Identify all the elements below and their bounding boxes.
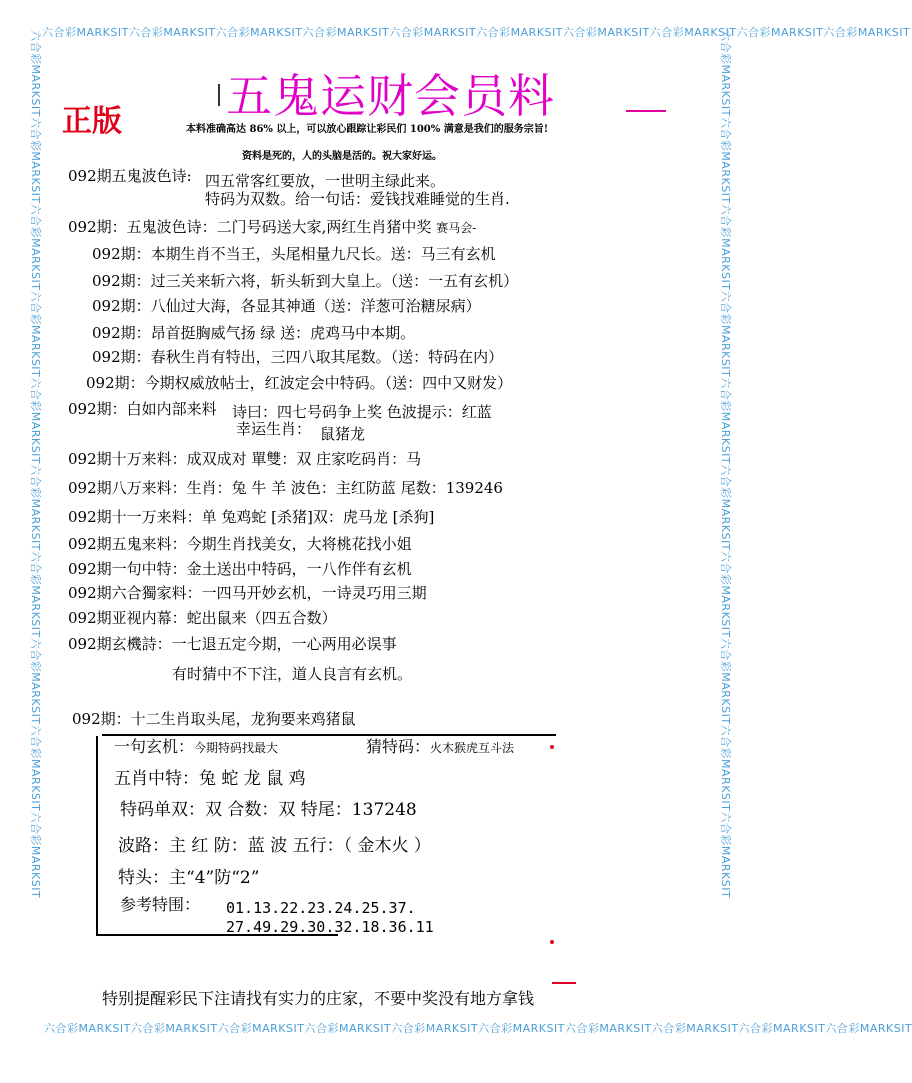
box-riddle-value: 今期特码找最大 — [194, 741, 279, 755]
box-riddle — [114, 738, 278, 757]
entry-1-hint: 特码为双数。给一句话：爱钱找难睡觉的生肖. — [205, 190, 510, 208]
entry-1-label: 092期五鬼波色诗: — [68, 167, 192, 185]
entry-19: 092期：十二生肖取头尾，龙狗要来鸡猪鼠 — [72, 710, 356, 728]
entry-1-poem: 四五常客红要放，一世明主绿此来。 — [205, 172, 446, 190]
red-dot-bottom — [550, 940, 554, 944]
entry-4: 092期：过三关来斩六将，斩头斩到大皇上。（送：一五有玄机） — [92, 272, 519, 290]
box-odd-even: 特码单双：双 合数：双 特尾：137248 — [120, 800, 417, 820]
entry-10: 092期十万来料：成双成对 單雙：双 庄家吃码肖：马 — [68, 450, 422, 468]
header-subtitle-1: 本料准确高达 86% 以上，可以放心跟踪让彩民们 100% 满意是我们的服务宗旨! — [186, 124, 549, 135]
footer-notice: 特别提醒彩民下注请找有实力的庄家，不要中奖没有地方拿钱 — [102, 989, 535, 1008]
box-left-border — [96, 736, 98, 936]
entry-9-poem: 诗曰：四七号码争上奖 色波提示：红蓝 — [232, 403, 492, 421]
genuine-badge: 正版 — [62, 104, 122, 139]
entry-9-label: 092期：白如内部来料 — [68, 400, 217, 418]
entry-2-tag: 赛马会- — [436, 221, 477, 235]
box-guess — [366, 738, 514, 757]
entry-8: 092期：今期权威放帖士，红波定会中特码。（送：四中又财发） — [86, 374, 513, 392]
entry-2 — [68, 218, 476, 237]
entry-2-text: 092期：五鬼波色诗：二门号码送大家,两红生肖猪中奖 — [68, 218, 432, 236]
box-wave-path: 波路：主 红 防：蓝 波 五行：（ 金木火 ） — [118, 836, 431, 856]
watermark-bottom: 六合彩MARKSIT六合彩MARKSIT六合彩MARKSIT六合彩MARKSIT六合彩MARKSIT六合彩MARKSIT六合彩MARKSIT六合彩MARKSIT六合彩MARKSIT六合彩MARKSIT — [44, 1022, 912, 1035]
entry-7: 092期：春秋生肖有特出，三四八取其尾数。（送：特码在内） — [92, 348, 504, 366]
watermark-left: 六合彩MARKSIT六合彩MARKSIT六合彩MARKSIT六合彩MARKSIT六合彩MARKSIT六合彩MARKSIT六合彩MARKSIT六合彩MARKSIT六合彩MARKSIT六合彩MARKSIT — [29, 30, 42, 899]
title-bar — [218, 84, 220, 106]
entry-15: 092期六合獨家料：一四马开妙玄机，一诗灵巧用三期 — [68, 584, 427, 602]
box-reference-numbers-1: 01.13.22.23.24.25.37. — [226, 899, 416, 917]
box-guess-label: 猜特码： — [366, 737, 431, 756]
watermark-top: 六合彩MARKSIT六合彩MARKSIT六合彩MARKSIT六合彩MARKSIT六合彩MARKSIT六合彩MARKSIT六合彩MARKSIT六合彩MARKSIT六合彩MARKSIT六合彩MARKSIT — [42, 26, 911, 39]
box-riddle-label: 一句玄机： — [114, 737, 195, 756]
page-title: 五鬼运财会员料 — [226, 69, 555, 123]
entry-9-lucky-label: 幸运生肖： — [236, 420, 312, 438]
watermark-right: 六合彩MARKSIT六合彩MARKSIT六合彩MARKSIT六合彩MARKSIT六合彩MARKSIT六合彩MARKSIT六合彩MARKSIT六合彩MARKSIT六合彩MARKSIT六合彩MARKSIT — [719, 30, 732, 899]
entry-11: 092期八万来料：生肖：兔 牛 羊 波色：主红防蓝 尾数：139246 — [68, 479, 503, 497]
entry-5: 092期：八仙过大海，各显其神通（送：洋葱可治糖尿病） — [92, 297, 481, 315]
box-five-zodiac: 五肖中特：兔 蛇 龙 鼠 鸡 — [114, 769, 306, 789]
entry-16: 092期亚视内幕：蛇出鼠来（四五合数） — [68, 609, 337, 627]
entry-14: 092期一句中特：金土送出中特码，一八作伴有玄机 — [68, 560, 412, 578]
entry-17: 092期玄機詩：一七退五定今期，一心两用必误事 — [68, 635, 397, 653]
header-subtitle-2: 资料是死的，人的头脑是活的。祝大家好运。 — [242, 151, 442, 162]
red-dot-top — [550, 745, 554, 749]
entry-13: 092期五鬼来料：今期生肖找美女，大将桃花找小姐 — [68, 535, 412, 553]
box-head-number: 特头：主“4”防“2” — [118, 868, 260, 888]
entry-9-lucky-value: 鼠猪龙 — [320, 425, 366, 443]
box-guess-value: 火木猴虎互斗法 — [430, 741, 515, 755]
entry-3: 092期：本期生肖不当王，头尾相量九尺长。送：马三有玄机 — [92, 245, 496, 263]
red-mark-footer — [552, 982, 576, 984]
box-reference-label: 参考特围： — [120, 895, 201, 914]
decorative-dash — [626, 110, 666, 112]
entry-18: 有时猜中不下注，道人良言有玄机。 — [172, 665, 413, 683]
box-reference-numbers-2: 27.49.29.30.32.18.36.11 — [226, 918, 434, 936]
entry-6: 092期：昂首挺胸威气扬 绿 送：虎鸡马中本期。 — [92, 324, 416, 342]
box-top-border — [102, 734, 556, 736]
entry-12: 092期十一万来料：单 兔鸡蛇 [杀猪]双：虎马龙 [杀狗] — [68, 508, 435, 526]
